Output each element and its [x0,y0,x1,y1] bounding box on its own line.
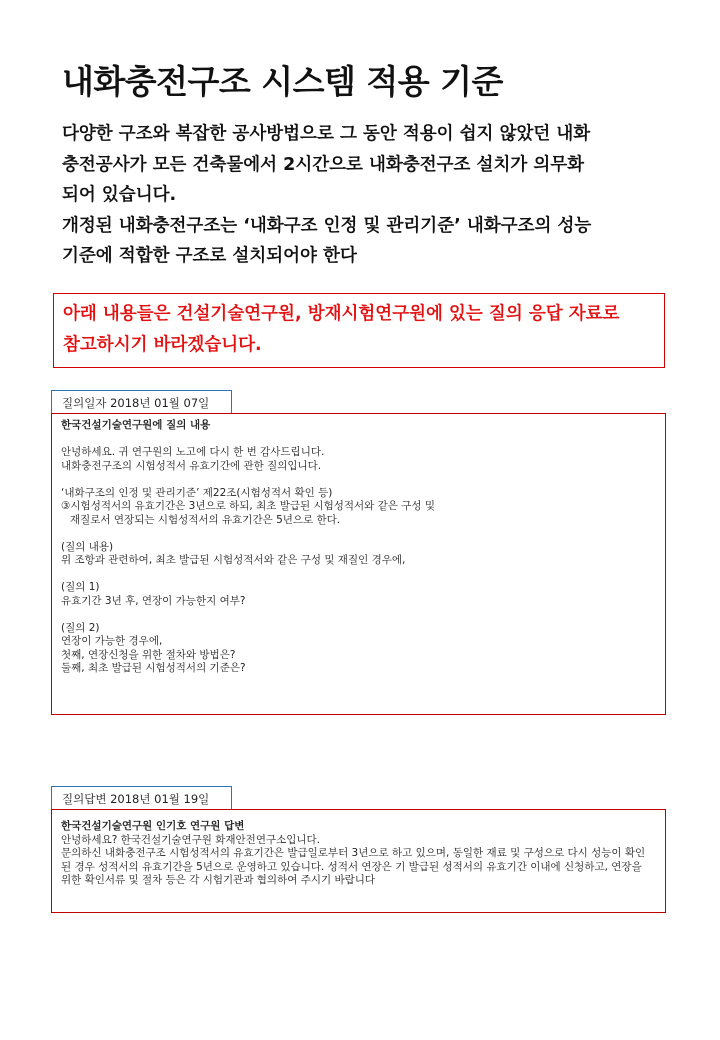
question-box [51,413,666,715]
question-line: 위 조항과 관련하여, 최초 발급된 시험성적서와 같은 구성 및 재질인 경우에, [61,554,406,566]
regulation-line: 재질로서 연장되는 시험성적서의 유효기간은 5년으로 한다. [70,513,341,526]
question-line: 첫째, 연장신청을 위한 절차와 방법은? [61,648,236,661]
question-line: 유효기간 3년 후, 연장이 가능한지 여부? [61,594,246,607]
question-line: 내화충전구조의 시험성적서 유효기간에 관한 질의입니다. [61,459,322,472]
question-line: 안녕하세요. 귀 연구원의 노고에 다시 한 번 감사드립니다. [61,446,325,458]
answer-line: 문의하신 내화충전구조 시험성적서의 유효기간은 발급일로부터 3년으로 하고 있으며, 동일한 재료 및 구성으로 다시 성능이 확인 된 경우 성적서의 유효기간을 5년으로 운영하고 있습니다. 성적서 연장은 기 발급된 성적서의 유효기간 이내에 신청하고, 연장을 위한 확인서류 및 절차 등은 각 시험기관과 협의하여 주시기 바랍니다 [61,847,646,886]
question-line: (질의 내용) [61,540,114,553]
question-date-tab: 질의일자 2018년 01월 07일 [51,390,232,414]
answer-date-tab: 질의답변 2018년 01월 19일 [51,786,232,810]
question-line: (질의 2) [61,621,100,634]
intro-line: 다양한 구조와 복잡한 공사방법으로 그 동안 적용이 쉽지 않았던 내화 [62,124,591,144]
intro-line: 되어 있습니다. [62,185,177,205]
intro-line: 충전공사가 모든 건축물에서 2시간으로 내화충전구조 설치가 의무화 [62,154,585,175]
notice-line: 참고하시기 바라겠습니다. [63,334,262,355]
regulation-line: ‘내화구조의 인정 및 관리기준’ 제22조(시험성적서 확인 등) [61,486,333,499]
answer-heading: 한국건설기술연구원 인기호 연구원 답변 [61,820,245,832]
answer-box [51,809,666,913]
notice-box [53,293,665,368]
intro-paragraph [62,119,682,272]
intro-line: 기준에 적합한 구조로 설치되어야 한다 [62,246,357,266]
question-line: 연장이 가능한 경우에, [61,635,163,647]
question-line: 둘째, 최초 발급된 시험성적서의 기준은? [61,662,246,674]
page-title: 내화충전구조 시스템 적용 기준 [62,62,503,101]
regulation-line: ③시험성적서의 유효기간은 3년으로 하되, 최초 발급된 시험성적서와 같은 구성 및 [61,500,436,512]
question-heading: 한국건설기술연구원에 질의 내용 [61,419,211,431]
intro-line: 개정된 내화충전구조는 ‘내화구조 인정 및 관리기준’ 내화구조의 성능 [62,215,592,236]
question-line: (질의 1) [61,581,100,593]
answer-line: 안녕하세요? 한국건설기술연구원 화재안전연구소입니다. [61,833,321,846]
notice-line: 아래 내용들은 건설기술연구원, 방재시험연구원에 있는 질의 응답 자료로 [63,304,620,324]
